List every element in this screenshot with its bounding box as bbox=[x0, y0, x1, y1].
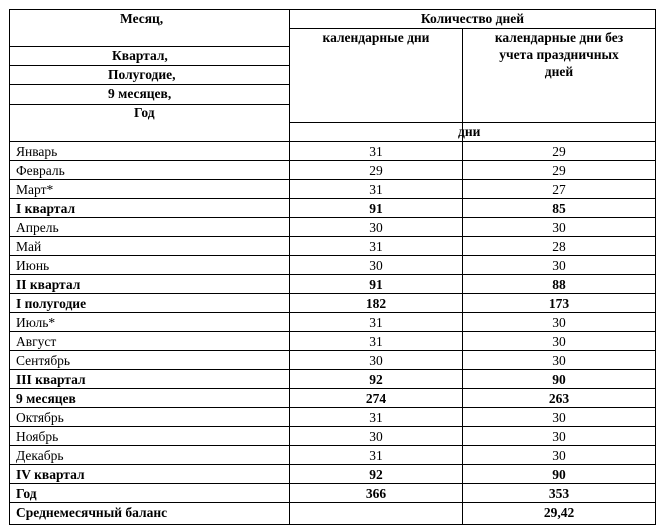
row-calendar-days: 31 bbox=[369, 410, 383, 425]
header-calendar-days: календарные дни bbox=[322, 30, 430, 45]
row-nonholiday-days: 30 bbox=[552, 410, 566, 425]
row-label: Октябрь bbox=[16, 410, 64, 425]
row-label: Август bbox=[16, 334, 57, 349]
row-calendar-days: 31 bbox=[369, 144, 383, 159]
row-calendar-days: 92 bbox=[369, 467, 383, 482]
row-nonholiday-days: 29 bbox=[552, 144, 566, 159]
row-nonholiday-days: 90 bbox=[552, 372, 566, 387]
row-label: Апрель bbox=[16, 220, 59, 235]
row-nonholiday-days: 263 bbox=[548, 391, 570, 406]
row-calendar-days: 366 bbox=[365, 486, 387, 501]
row-calendar-days: 30 bbox=[369, 258, 383, 273]
row-label: Май bbox=[16, 239, 42, 254]
row-label: Декабрь bbox=[16, 448, 64, 463]
header-noholiday-line1: календарные дни без bbox=[494, 30, 624, 45]
row-nonholiday-days: 30 bbox=[552, 334, 566, 349]
header-noholiday-line2: учета праздничных bbox=[499, 47, 619, 62]
row-calendar-days: 31 bbox=[369, 239, 383, 254]
row-label: Сентябрь bbox=[16, 353, 71, 368]
header-quarter: Квартал, bbox=[112, 48, 168, 63]
row-calendar-days: 30 bbox=[369, 353, 383, 368]
row-calendar-days: 182 bbox=[365, 296, 387, 311]
header-halfyear: Полугодие, bbox=[108, 67, 176, 82]
days-balance-table bbox=[9, 9, 656, 525]
row-label: Ноябрь bbox=[16, 429, 59, 444]
row-label: I полугодие bbox=[16, 296, 87, 311]
row-nonholiday-days: 28 bbox=[552, 239, 566, 254]
row-label: IV квартал bbox=[16, 467, 85, 482]
row-label: Январь bbox=[16, 144, 58, 159]
row-label: I квартал bbox=[16, 201, 76, 216]
row-label: Март* bbox=[16, 182, 54, 197]
row-label: Февраль bbox=[16, 163, 65, 178]
row-calendar-days: 91 bbox=[369, 201, 383, 216]
header-month: Месяц, bbox=[120, 11, 164, 26]
header-unit-days: дни bbox=[458, 124, 481, 139]
table-body bbox=[9, 9, 656, 525]
row-nonholiday-days: 30 bbox=[552, 258, 566, 273]
row-calendar-days: 274 bbox=[365, 391, 387, 406]
row-calendar-days: 30 bbox=[369, 429, 383, 444]
row-calendar-days: 30 bbox=[369, 220, 383, 235]
row-calendar-days: 31 bbox=[369, 334, 383, 349]
row-nonholiday-days: 30 bbox=[552, 353, 566, 368]
row-label: 9 месяцев bbox=[16, 391, 76, 406]
row-nonholiday-days: 29 bbox=[552, 163, 566, 178]
row-calendar-days: 31 bbox=[369, 448, 383, 463]
row-label: Среднемесячный баланс bbox=[16, 505, 168, 520]
row-nonholiday-days: 88 bbox=[552, 277, 566, 292]
row-label: Год bbox=[16, 486, 37, 501]
row-nonholiday-days: 353 bbox=[548, 486, 570, 501]
row-calendar-days: 31 bbox=[369, 315, 383, 330]
row-calendar-days: 91 bbox=[369, 277, 383, 292]
row-nonholiday-days: 30 bbox=[552, 429, 566, 444]
row-nonholiday-days: 30 bbox=[552, 220, 566, 235]
row-label: Июль* bbox=[16, 315, 56, 330]
row-label: Июнь bbox=[16, 258, 50, 273]
row-nonholiday-days: 173 bbox=[548, 296, 570, 311]
row-calendar-days: 29 bbox=[369, 163, 383, 178]
row-calendar-days bbox=[290, 503, 462, 522]
row-nonholiday-days: 29,42 bbox=[543, 505, 575, 520]
row-label: III квартал bbox=[16, 372, 86, 387]
row-nonholiday-days: 27 bbox=[552, 182, 566, 197]
header-noholiday-line3: дней bbox=[544, 64, 574, 79]
row-label: II квартал bbox=[16, 277, 81, 292]
header-year: Год bbox=[134, 105, 155, 120]
row-calendar-days: 31 bbox=[369, 182, 383, 197]
row-nonholiday-days: 85 bbox=[552, 201, 566, 216]
row-nonholiday-days: 30 bbox=[552, 448, 566, 463]
header-9months: 9 месяцев, bbox=[108, 86, 172, 101]
header-days-count: Количество дней bbox=[420, 11, 525, 26]
row-calendar-days: 92 bbox=[369, 372, 383, 387]
row-nonholiday-days: 90 bbox=[552, 467, 566, 482]
row-nonholiday-days: 30 bbox=[552, 315, 566, 330]
